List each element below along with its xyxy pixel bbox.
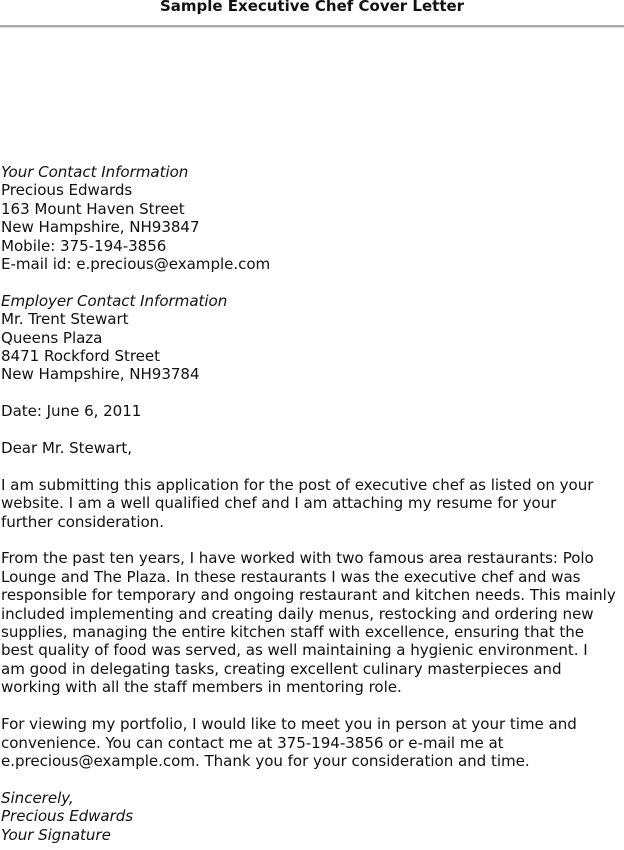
employer-block [1, 292, 624, 384]
spacer [1, 697, 624, 715]
title-divider [0, 25, 624, 28]
paragraph-line: further consideration. [1, 512, 164, 531]
paragraph-line: Lounge and The Plaza. In these restaurants I was the executive chef and was [1, 567, 581, 586]
paragraph-line: website. I am a well qualified chef and I am attaching my resume for your [1, 494, 557, 513]
spacer [1, 457, 624, 475]
sender-name: Precious Edwards [1, 181, 133, 200]
valediction: Sincerely, [1, 788, 74, 807]
spacer [1, 531, 624, 549]
employer-name: Mr. Trent Stewart [1, 310, 129, 329]
paragraph-intro [1, 476, 624, 531]
document-title: Sample Executive Chef Cover Letter [159, 0, 465, 15]
spacer [1, 770, 624, 788]
closing-block [1, 789, 624, 844]
sender-email: E-mail id: e.precious@example.com [1, 255, 271, 274]
letter-date: Date: June 6, 2011 [1, 402, 142, 421]
paragraph-line: am good in delegating tasks, creating excellent culinary masterpieces and [1, 659, 562, 678]
paragraph-line: working with all the staff members in mentoring role. [1, 678, 402, 697]
sender-heading: Your Contact Information [1, 163, 189, 181]
spacer [1, 421, 624, 439]
paragraph-line: For viewing my portfolio, I would like to meet you in person at your time and [1, 715, 577, 734]
employer-heading: Employer Contact Information [1, 291, 228, 310]
letter-body [1, 163, 624, 844]
employer-company: Queens Plaza [1, 328, 103, 347]
paragraph-line: convenience. You can contact me at 375-194-3856 or e-mail me at [1, 733, 504, 752]
paragraph-line: responsible for temporary and ongoing restaurant and kitchen needs. This mainly [1, 586, 616, 605]
sender-city-state-zip: New Hampshire, NH93847 [1, 218, 200, 237]
paragraph-line: e.precious@example.com. Thank you for your consideration and time. [1, 751, 530, 770]
closing-name: Precious Edwards [1, 807, 134, 826]
salutation: Dear Mr. Stewart, [1, 439, 133, 458]
paragraph-line: I am submitting this application for the post of executive chef as listed on your [1, 475, 594, 494]
paragraph-line: included implementing and creating daily menus, restocking and ordering new [1, 604, 594, 623]
paragraph-line: From the past ten years, I have worked with two famous area restaurants: Polo [1, 549, 594, 568]
paragraph-line: best quality of food was served, as well maintaining a hygienic environment. I [1, 641, 588, 660]
spacer [1, 273, 624, 291]
signature-placeholder: Your Signature [1, 825, 111, 844]
employer-city-state-zip: New Hampshire, NH93784 [1, 365, 200, 384]
sender-street: 163 Mount Haven Street [1, 199, 185, 218]
sender-mobile: Mobile: 375-194-3856 [1, 236, 167, 255]
sender-block [1, 163, 624, 273]
paragraph-closing [1, 715, 624, 770]
spacer [1, 384, 624, 402]
paragraph-line: supplies, managing the entire kitchen staff with excellence, ensuring that the [1, 623, 584, 642]
employer-street: 8471 Rockford Street [1, 347, 161, 366]
paragraph-experience [1, 549, 624, 696]
